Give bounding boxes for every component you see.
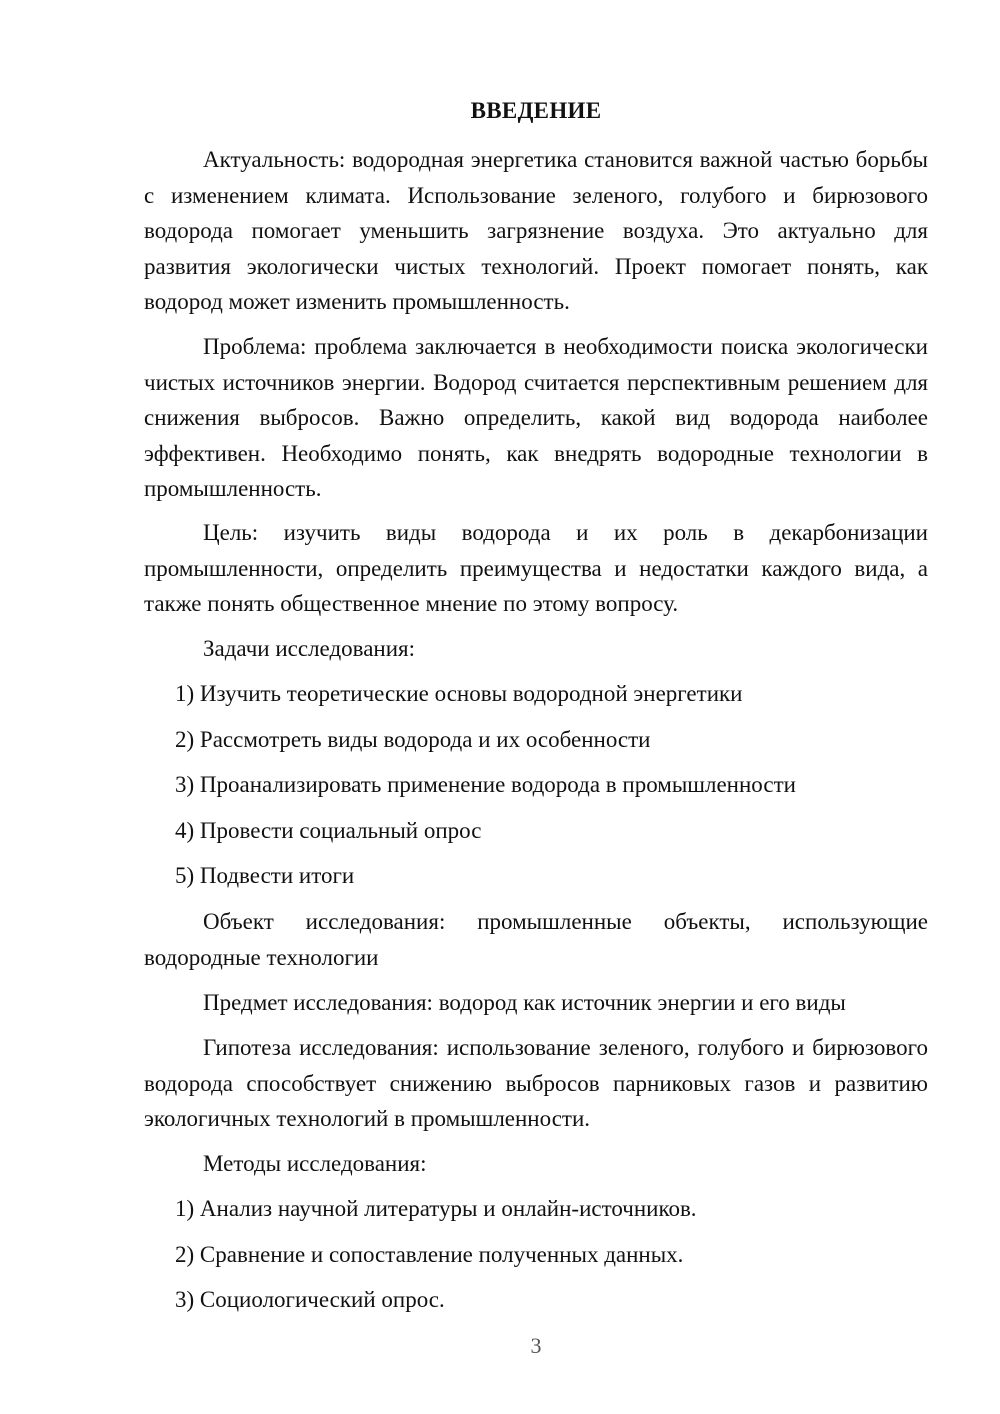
method-item: 2) Сравнение и сопоставление полученных данных. [175, 1242, 684, 1267]
task-item: 2) Рассмотреть виды водорода и их особенности [175, 727, 651, 752]
task-item: 5) Подвести итоги [175, 863, 355, 888]
task-item: 4) Провести социальный опрос [175, 818, 482, 843]
methods-heading: Методы исследования: [203, 1151, 427, 1176]
object-paragraph: Объект исследования: промышленные объекты, использующие водородные технологии [144, 909, 928, 970]
method-item: 3) Социологический опрос. [175, 1287, 445, 1312]
task-item: 1) Изучить теоретические основы водородной энергетики [175, 681, 743, 706]
relevance-paragraph: Актуальность: водородная энергетика становится важной частью борьбы с изменением климата. Использование зеленого, голубого и бирюзового водорода помогает уменьшить загрязнение воздуха. Это актуально для развития экологически чистых технологий. Проект помогает понять, как водород может изменить промышленность. [144, 147, 928, 314]
problem-paragraph: Проблема: проблема заключается в необходимости поиска экологически чистых источников энергии. Водород считается перспективным решением для снижения выбросов. Важно определить, какой вид водорода наиболее эффективен. Необходимо понять, как внедрять водородные технологии в промышленность. [144, 334, 928, 501]
tasks-heading: Задачи исследования: [203, 636, 416, 661]
section-title: ВВЕДЕНИЕ [470, 98, 602, 123]
goal-paragraph: Цель: изучить виды водорода и их роль в декарбонизации промышленности, определить преимущества и недостатки каждого вида, а также понять общественное мнение по этому вопросу. [144, 520, 928, 616]
hypothesis-paragraph: Гипотеза исследования: использование зеленого, голубого и бирюзового водорода способствует снижению выбросов парниковых газов и развитию экологичных технологий в промышленности. [144, 1035, 928, 1131]
method-item: 1) Анализ научной литературы и онлайн-источников. [175, 1196, 697, 1221]
task-item: 3) Проанализировать применение водорода в промышленности [175, 772, 796, 797]
subject-line: Предмет исследования: водород как источник энергии и его виды [203, 990, 846, 1015]
page-number: 3 [530, 1333, 542, 1358]
